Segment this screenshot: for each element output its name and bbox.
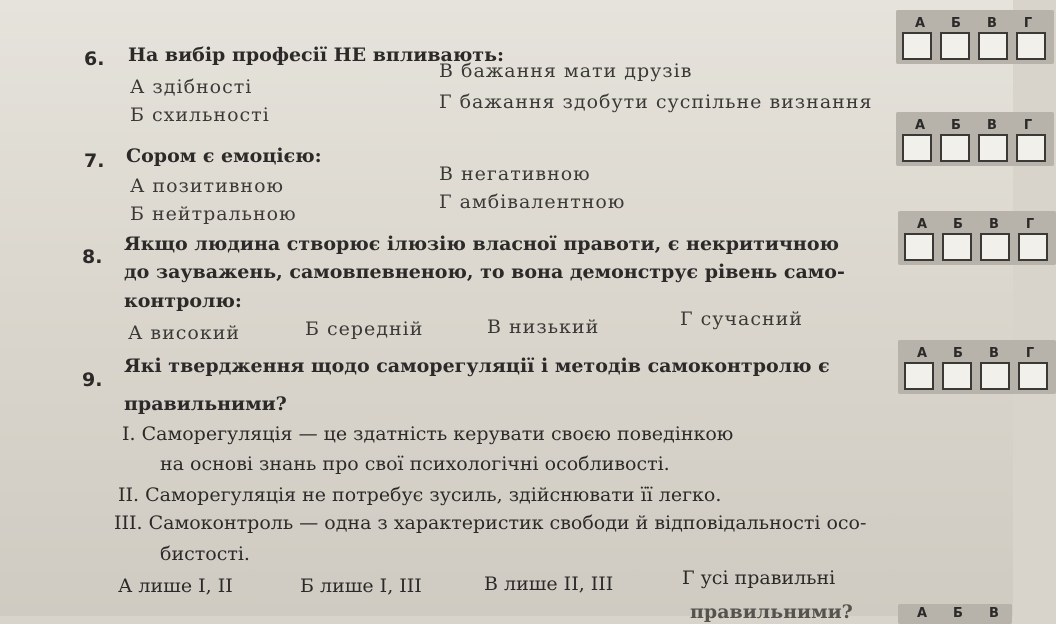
question-9-option-d: Г усі правильні — [682, 567, 836, 589]
answer-grid-8 — [898, 211, 1056, 265]
grid-letter: В — [987, 16, 997, 31]
answer-box-c[interactable] — [980, 362, 1010, 390]
grid-letter: А — [914, 118, 926, 133]
answer-grid-7 — [896, 112, 1054, 166]
question-9-statement-2: ІІ. Саморегуляція не потребує зусиль, здійснювати її легко. — [118, 484, 722, 506]
grid-letter: А — [916, 346, 928, 361]
answer-box-c[interactable] — [978, 134, 1008, 162]
question-8-option-d: Г сучасний — [680, 308, 803, 330]
answer-box-a[interactable] — [902, 32, 932, 60]
answer-box-d[interactable] — [1018, 362, 1048, 390]
answer-box-b[interactable] — [940, 32, 970, 60]
question-9-option-a: А лише І, ІІ — [118, 575, 233, 597]
answer-box-b[interactable] — [942, 362, 972, 390]
answer-box-d[interactable] — [1016, 134, 1046, 162]
question-8-stem-line-3: контролю: — [124, 290, 242, 312]
question-8-option-b: Б середній — [305, 318, 424, 340]
grid-letter: Г — [1025, 217, 1035, 232]
grid-letter: Б — [953, 606, 963, 621]
question-7-option-c: В негативною — [439, 163, 591, 185]
question-9-number: 9. — [82, 369, 103, 391]
question-6-option-c: В бажання мати друзів — [439, 60, 693, 82]
question-7-stem: Сором є емоцією: — [126, 145, 322, 167]
answer-box-d[interactable] — [1018, 233, 1048, 261]
grid-letter: Б — [951, 118, 961, 133]
question-6-option-b: Б схильності — [130, 104, 270, 126]
question-9-statement-3: ІІІ. Самоконтроль — одна з характеристик свободи й відповідальності осо- — [114, 512, 867, 534]
grid-letter: А — [914, 16, 926, 31]
answer-grid-6 — [896, 10, 1054, 64]
question-9-stem-line-1: Які твердження щодо саморегуляції і методів самоконтролю є — [124, 355, 830, 377]
grid-letter: Г — [1025, 346, 1035, 361]
grid-letter: В — [987, 118, 997, 133]
grid-letter: А — [916, 606, 928, 621]
question-7-number: 7. — [84, 150, 105, 172]
question-7-option-d: Г амбівалентною — [439, 191, 626, 213]
answer-box-a[interactable] — [904, 233, 934, 261]
question-9-stem-line-2: правильними? — [124, 393, 287, 415]
grid-letter: В — [989, 346, 999, 361]
answer-box-a[interactable] — [902, 134, 932, 162]
cut-off-next-question: правильними? — [690, 601, 853, 623]
question-6-option-a: А здібності — [130, 76, 253, 98]
question-9-statement-1-cont: на основі знань про свої психологічні особливості. — [160, 453, 670, 475]
question-7-option-b: Б нейтральною — [130, 203, 297, 225]
question-9-statement-1: І. Саморегуляція — це здатність керувати своєю поведінкою — [122, 423, 734, 445]
grid-letter: А — [916, 217, 928, 232]
question-9-option-b: Б лише І, ІІІ — [300, 575, 422, 597]
answer-box-d[interactable] — [1016, 32, 1046, 60]
grid-letter: Б — [951, 16, 961, 31]
question-8-stem-line-2: до зауважень, самовпевненою, то вона демонструє рівень само- — [124, 261, 845, 283]
grid-letter: Г — [1023, 16, 1033, 31]
grid-letter: В — [989, 606, 999, 621]
question-8-option-a: А високий — [128, 322, 241, 344]
grid-letter: Б — [953, 217, 963, 232]
question-8-option-c: В низький — [487, 316, 600, 338]
answer-grid-9 — [898, 340, 1056, 394]
answer-box-b[interactable] — [942, 233, 972, 261]
question-6-stem: На вибір професії НЕ впливають: — [128, 44, 504, 66]
answer-box-a[interactable] — [904, 362, 934, 390]
question-6-option-d: Г бажання здобути суспільне визнання — [439, 91, 873, 113]
question-6-number: 6. — [84, 48, 105, 70]
question-8-stem-line-1: Якщо людина створює ілюзію власної правоти, є некритичною — [124, 233, 839, 255]
answer-grid-10-partial — [898, 604, 1012, 624]
grid-letter: Г — [1023, 118, 1033, 133]
grid-letter: Б — [953, 346, 963, 361]
question-9-option-c: В лише ІІ, ІІІ — [484, 573, 614, 595]
answer-box-c[interactable] — [978, 32, 1008, 60]
question-7-option-a: А позитивною — [130, 175, 285, 197]
question-9-statement-3-cont: бистості. — [160, 543, 250, 565]
answer-box-c[interactable] — [980, 233, 1010, 261]
answer-box-b[interactable] — [940, 134, 970, 162]
grid-letter: В — [989, 217, 999, 232]
question-8-number: 8. — [82, 246, 103, 268]
